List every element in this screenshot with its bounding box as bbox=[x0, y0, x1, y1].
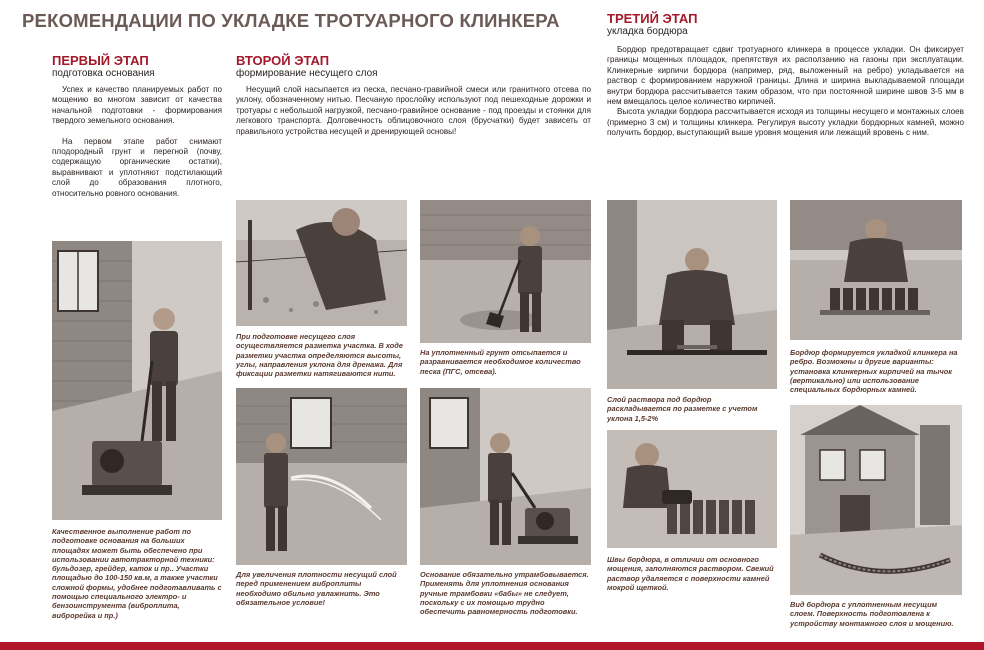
stage3-paragraph-1: Бордюр предотвращает сдвиг тротуарного клинкера в процессе укладки. Он фиксирует границы мощенных площадок, препятствуя их расползанию на газоны при эксплуатации. Клинкерные кирпичи бордюра (например, ряд, выложенный на ребро) укладывается на раствор с формированием наружной границы. Длина и ширина выкладываемой площади внутри бордюра рассчитывается таким образом, что при постоянной ширине швов 3-5 мм в нем вмещалось целое количество кирпичей. bbox=[607, 45, 964, 107]
stage3-caption-c: Швы бордюра, в отличии от основного мощения, заполняются раствором. Свежий раствор удаляется с поверхности камней мокрой щеткой. bbox=[607, 555, 774, 592]
stage2-paragraph-1: Несущий слой насыпается из песка, песчано-гравийной смеси или гранитного отсева по уклону, обозначенному нитью. Песчаную прослойку используют под пешеходные дорожки и тротуары с небольшой нагрузкой, песчано-гравийное основание - под проезды и стоянки для легкового транспорта. Долговечность облицовочного слоя (брусчатки) будет зависеть от правильного устройства несущей и дренирующей основы! bbox=[236, 85, 591, 136]
stage3-caption-d: Вид бордюра с уплотненным несущим слоем. Поверхность подготовлена к устройству монтажного слоя и мощению. bbox=[790, 600, 954, 628]
page-title: РЕКОМЕНДАЦИИ ПО УКЛАДКЕ ТРОТУАРНОГО КЛИНКЕРА bbox=[22, 10, 560, 31]
stage3-caption-a: Слой раствора под бордюр раскладывается по разметке с учетом уклона 1,5-2% bbox=[607, 395, 758, 423]
stage2-caption-d: Основание обязательно утрамбовывается. Применять для уплотнения основания ручные трамбовки «бабы» не следует, поскольку с их помощью трудно обеспечить равномерность подготовки. bbox=[420, 570, 589, 617]
stage1-paragraph-1: Успех и качество планируемых работ по мощению во многом зависит от качества начальной подготовки - формирования твердого земельного основания. bbox=[52, 85, 222, 126]
stage3-paragraph-2: Высота укладки бордюра рассчитывается исходя из толщины несущего и монтажных слоев (примерно 3 см) и толщины клинкера. Регулируя высоту укладки бордюрных камней, можно получить бордюр, выступающий выше уровня мощения или лежащий вровень с ним. bbox=[607, 107, 964, 138]
footer-accent-bar bbox=[0, 642, 984, 650]
stage1-caption: Качественное выполнение работ по подготовке основания на больших площадях может быть обеспечено при использовании автотракторной техники: бульдозер, грейдер, каток и пр.. Участки площадью до 100-150 кв.м, а также участки сложной формы, удобнее подготавливать с помощью специального электро- и бензоинструмента (виброплита, виброрейка и пр.) bbox=[52, 527, 222, 620]
illustration-finished-border bbox=[790, 405, 962, 595]
illustration-sand-shoveling bbox=[420, 200, 591, 343]
stage1-subtitle: подготовка основания bbox=[52, 68, 155, 79]
illustration-border-on-edge bbox=[790, 200, 962, 340]
illustration-mortar-layer bbox=[607, 200, 777, 389]
illustration-vibroplate-worker bbox=[52, 241, 222, 520]
illustration-site-marking bbox=[236, 200, 407, 326]
stage2-caption-b: На уплотненный грунт отсыпается и разравнивается необходимое количество песка (ПГС, отсева). bbox=[420, 348, 581, 376]
stage2-subtitle: формирование несущего слоя bbox=[236, 68, 378, 79]
illustration-watering bbox=[236, 388, 407, 565]
stage3-text bbox=[607, 45, 964, 139]
stage1-text bbox=[52, 85, 222, 199]
stage1-title: ПЕРВЫЙ ЭТАП bbox=[52, 53, 149, 68]
stage1-paragraph-2: На первом этапе работ снимают плодородный грунт и перегной (почву, содержащую органические остатки), выравнивают и уплотняют подстилающий слой до образования плотного, относительно ровного основания. bbox=[52, 136, 222, 198]
stage2-caption-a: При подготовке несущего слоя осуществляется разметка участка. В ходе разметки участка определяются высоты, углы, направления уклона для дренажа. Для фиксации разметки натягиваются нити. bbox=[236, 332, 403, 379]
stage2-title: ВТОРОЙ ЭТАП bbox=[236, 53, 330, 68]
stage3-caption-b: Бордюр формируется укладкой клинкера на ребро. Возможны и другие варианты: установка клинкерных кирпичей на тычок (вертикально) или использование специальных бордюрных камней. bbox=[790, 348, 958, 395]
stage2-caption-c: Для увеличения плотности несущий слой перед применением виброплиты необходимо обильно увлажнить. Это обязательное условие! bbox=[236, 570, 397, 607]
illustration-compacting bbox=[420, 388, 591, 565]
stage3-title: ТРЕТИЙ ЭТАП bbox=[607, 11, 698, 26]
stage3-subtitle: укладка бордюра bbox=[607, 26, 688, 37]
illustration-border-joints bbox=[607, 430, 777, 548]
stage2-text bbox=[236, 85, 591, 137]
